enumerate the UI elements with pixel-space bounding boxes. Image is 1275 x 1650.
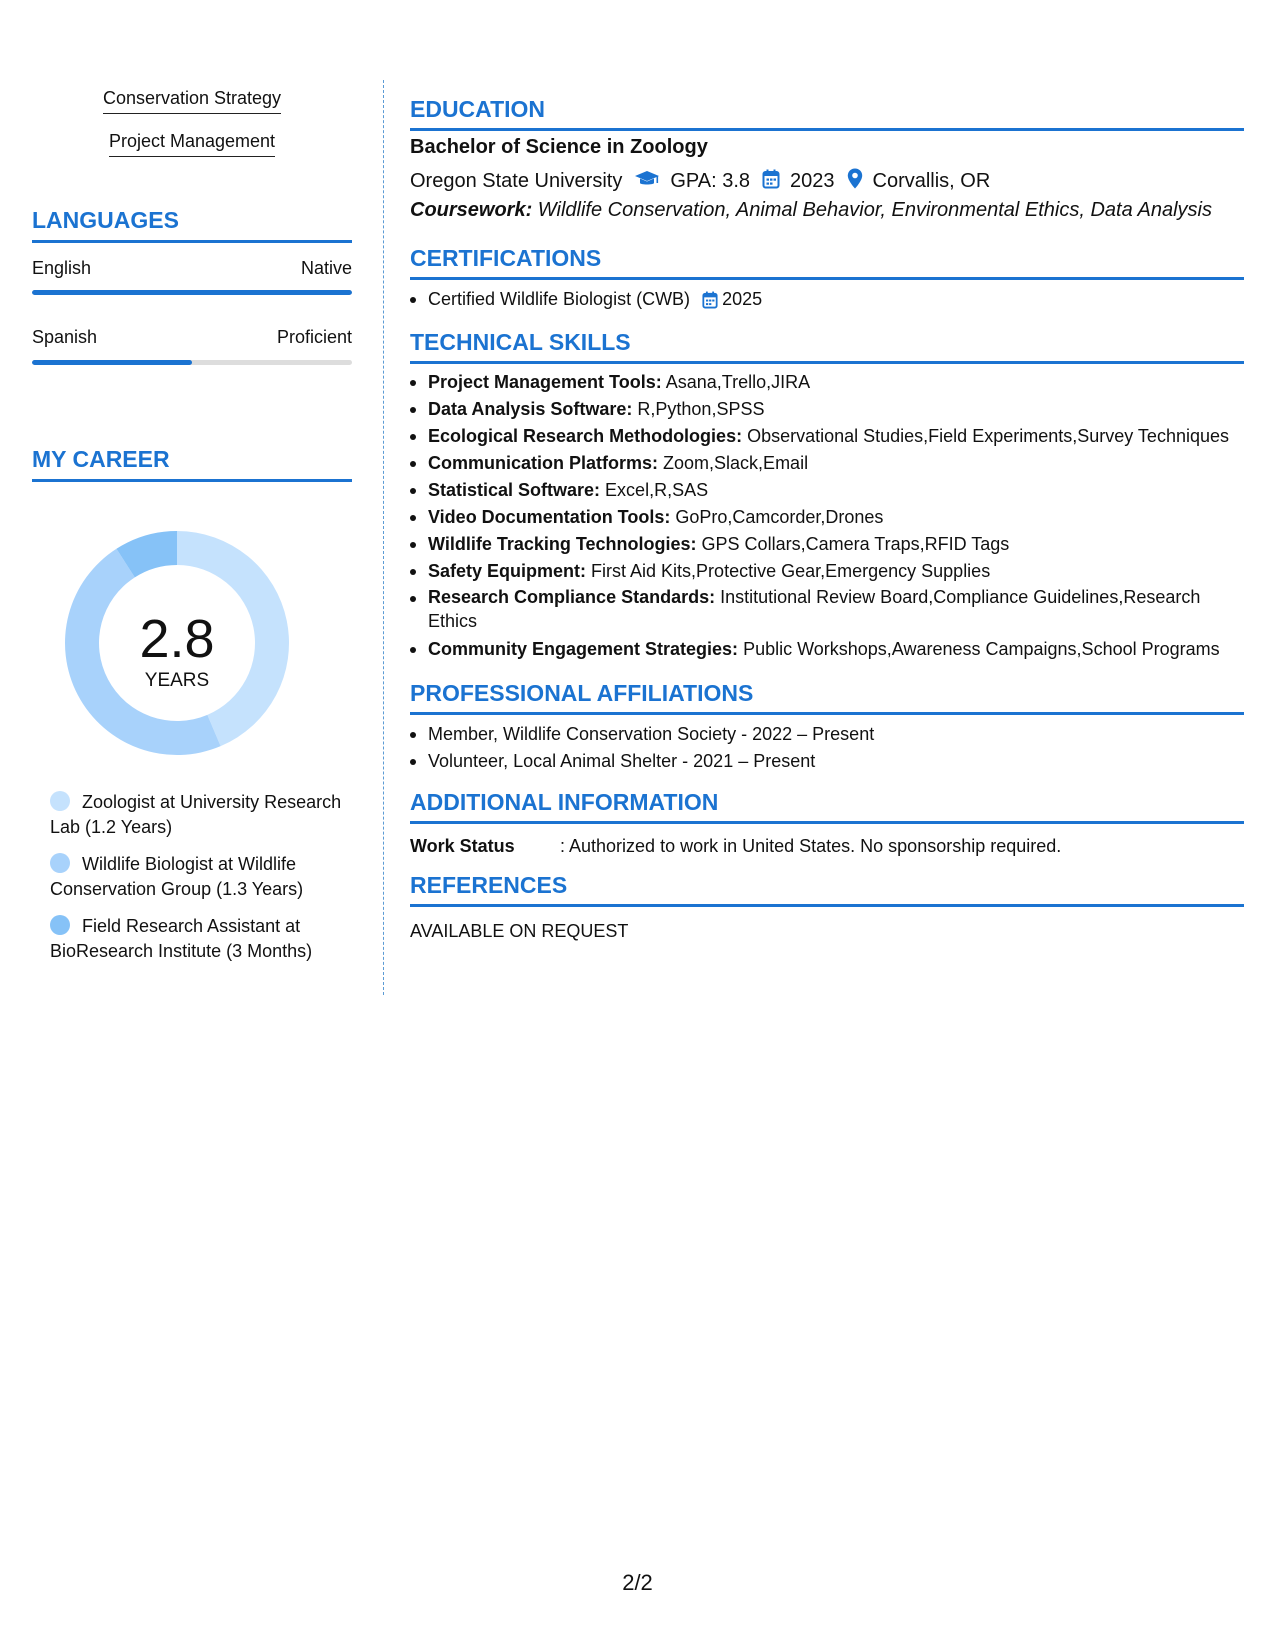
skill-item bbox=[410, 636, 1244, 663]
calendar-icon bbox=[762, 169, 780, 195]
skill-label: Ecological Research Methodologies: bbox=[428, 426, 743, 446]
list-item bbox=[410, 286, 1244, 313]
additional-info-heading: ADDITIONAL INFORMATION bbox=[410, 789, 1244, 824]
career-total-value: 2.8 bbox=[139, 609, 215, 669]
legend-dot bbox=[50, 853, 70, 873]
language-name: Spanish bbox=[32, 327, 98, 347]
career-legend-item bbox=[50, 790, 350, 840]
column-divider bbox=[383, 80, 384, 995]
work-status bbox=[410, 836, 1061, 857]
skill-item bbox=[410, 531, 1244, 558]
strength-item bbox=[32, 131, 352, 157]
language-bar-fill bbox=[32, 360, 192, 365]
strength-item bbox=[32, 88, 352, 114]
education-heading: EDUCATION bbox=[410, 96, 1244, 131]
location-pin-icon bbox=[847, 168, 863, 195]
skill-item bbox=[410, 396, 1244, 423]
certifications-list bbox=[410, 286, 1244, 313]
skill-item bbox=[410, 423, 1244, 450]
work-status-value: : Authorized to work in United States. No sponsorship required. bbox=[560, 836, 1062, 856]
school-name: Oregon State University bbox=[410, 170, 623, 192]
language-bar-fill bbox=[32, 290, 352, 295]
degree-title: Bachelor of Science in Zoology bbox=[410, 136, 708, 158]
work-status-label: Work Status bbox=[410, 836, 515, 856]
skill-value: Institutional Review Board,Compliance Guidelines,Research Ethics bbox=[428, 587, 1201, 631]
skill-item bbox=[410, 477, 1244, 504]
skill-label: Research Compliance Standards: bbox=[428, 587, 716, 607]
career-total-unit: YEARS bbox=[144, 670, 210, 691]
gpa: GPA: 3.8 bbox=[670, 170, 750, 192]
technical-skills-list bbox=[410, 369, 1244, 663]
certification-year: 2025 bbox=[722, 289, 763, 309]
legend-dot bbox=[50, 791, 70, 811]
skill-value: First Aid Kits,Protective Gear,Emergency Supplies bbox=[586, 561, 991, 581]
references-text: AVAILABLE ON REQUEST bbox=[410, 921, 629, 941]
skill-item bbox=[410, 585, 1244, 636]
skill-value: Observational Studies,Field Experiments,Survey Techniques bbox=[742, 426, 1229, 446]
certifications-heading: CERTIFICATIONS bbox=[410, 245, 1244, 280]
skill-item bbox=[410, 369, 1244, 396]
skill-value: GoPro,Camcorder,Drones bbox=[670, 507, 884, 527]
language-level: Proficient bbox=[276, 327, 352, 347]
language-name: English bbox=[32, 258, 92, 278]
calendar-icon bbox=[702, 291, 718, 309]
language-level: Native bbox=[300, 258, 352, 278]
language-bar bbox=[32, 360, 352, 365]
skill-label: Video Documentation Tools: bbox=[428, 507, 671, 527]
skill-label: Communication Platforms: bbox=[428, 453, 659, 473]
language-bar bbox=[32, 290, 352, 295]
list-item: Volunteer, Local Animal Shelter - 2021 – Present bbox=[410, 748, 1244, 775]
skill-value: Asana,Trello,JIRA bbox=[661, 372, 811, 392]
certification-name: Certified Wildlife Biologist (CWB) bbox=[428, 289, 691, 309]
graduation-cap-icon bbox=[634, 170, 660, 194]
strength-label: Project Management bbox=[109, 131, 275, 157]
skill-label: Project Management Tools: bbox=[428, 372, 662, 392]
references-heading: REFERENCES bbox=[410, 872, 1244, 907]
career-heading: MY CAREER bbox=[32, 446, 352, 482]
strength-label: Conservation Strategy bbox=[103, 88, 281, 114]
career-legend-item bbox=[50, 852, 350, 902]
career-legend-item bbox=[50, 914, 350, 964]
skill-item bbox=[410, 504, 1244, 531]
career-legend-label: Zoologist at University Research Lab (1.2 Years) bbox=[50, 792, 342, 837]
skill-value: Excel,R,SAS bbox=[600, 480, 709, 500]
languages-heading: LANGUAGES bbox=[32, 207, 352, 243]
skill-item bbox=[410, 450, 1244, 477]
skill-label: Data Analysis Software: bbox=[428, 399, 633, 419]
skill-label: Community Engagement Strategies: bbox=[428, 639, 739, 659]
education-details bbox=[410, 168, 990, 195]
skill-label: Statistical Software: bbox=[428, 480, 601, 500]
career-donut-chart bbox=[64, 530, 290, 756]
technical-skills-heading: TECHNICAL SKILLS bbox=[410, 329, 1244, 364]
coursework-list: Wildlife Conservation, Animal Behavior, Environmental Ethics, Data Analysis bbox=[532, 199, 1212, 221]
career-legend-label: Wildlife Biologist at Wildlife Conservation Group (1.3 Years) bbox=[50, 854, 304, 899]
legend-dot bbox=[50, 915, 70, 935]
skill-value: Zoom,Slack,Email bbox=[658, 453, 809, 473]
coursework-label: Coursework: bbox=[410, 199, 533, 221]
skill-item bbox=[410, 558, 1244, 585]
school-location: Corvallis, OR bbox=[872, 170, 991, 192]
skill-label: Safety Equipment: bbox=[428, 561, 587, 581]
list-item: Member, Wildlife Conservation Society - 2022 – Present bbox=[410, 721, 1244, 748]
career-legend-label: Field Research Assistant at BioResearch Institute (3 Months) bbox=[50, 916, 313, 961]
coursework bbox=[410, 199, 1212, 222]
affiliations-list bbox=[410, 721, 1244, 775]
affiliations-heading: PROFESSIONAL AFFILIATIONS bbox=[410, 680, 1244, 715]
skill-value: R,Python,SPSS bbox=[632, 399, 765, 419]
skill-value: Public Workshops,Awareness Campaigns,School Programs bbox=[738, 639, 1220, 659]
language-row bbox=[32, 258, 352, 279]
skill-label: Wildlife Tracking Technologies: bbox=[428, 534, 697, 554]
page-number: 2/2 bbox=[622, 1570, 653, 1595]
skill-value: GPS Collars,Camera Traps,RFID Tags bbox=[696, 534, 1010, 554]
language-row bbox=[32, 327, 352, 348]
graduation-year: 2023 bbox=[790, 170, 835, 192]
